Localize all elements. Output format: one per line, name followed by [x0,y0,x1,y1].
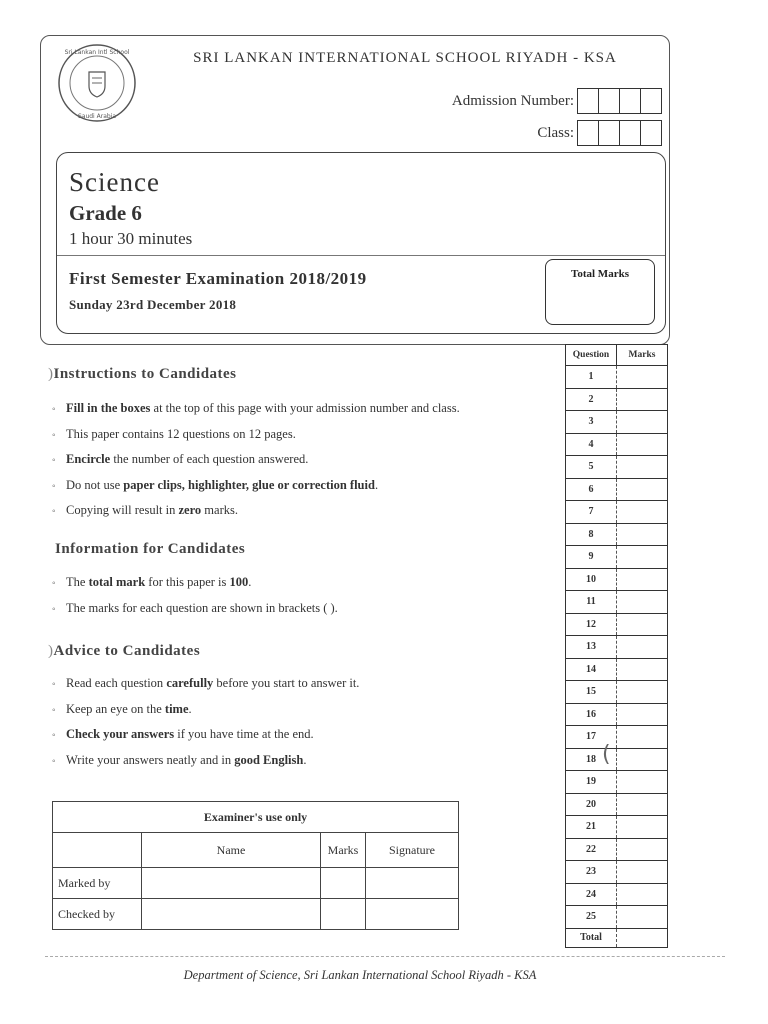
emphasis-text: carefully [166,676,214,690]
bullet-icon: ◦ [52,429,56,441]
signature-column-header: Signature [366,833,459,868]
marks-cell[interactable] [617,456,668,479]
marks-cell[interactable] [617,748,668,771]
checked-by-marks-cell[interactable] [321,899,366,930]
table-row [566,658,668,681]
question-marks-table [565,344,668,948]
table-row [566,748,668,771]
bullet-text: for this paper is [145,575,230,589]
marks-cell[interactable] [617,591,668,614]
question-number[interactable]: 21 [566,816,617,839]
school-logo [56,42,138,124]
question-number[interactable]: 15 [566,681,617,704]
question-number[interactable]: 18 [566,748,617,771]
grade-title: Grade 6 [69,201,142,225]
footer-divider [45,956,725,957]
emphasis-text: time [164,701,189,716]
subject-title: Science [69,167,160,197]
bullet-text: marks. [201,503,238,517]
table-row [566,613,668,636]
question-number[interactable]: 13 [566,636,617,659]
emphasis-text: Encircle [66,452,111,466]
question-column-header: Question [566,345,617,366]
marks-cell[interactable] [617,411,668,434]
title-divider [57,255,665,256]
bracket-mark: ) [48,366,54,382]
pen-mark: ( [602,742,611,767]
table-row [566,838,668,861]
table-row [566,793,668,816]
bullet-text: Write your answers neatly and in [66,752,235,767]
total-marks-box[interactable] [545,259,655,325]
marks-column-header: Marks [617,345,668,366]
marks-cell[interactable] [617,703,668,726]
advice-list [52,671,557,773]
examiner-table [52,801,459,930]
question-number[interactable]: 17 [566,726,617,749]
instructions-heading: )Instructions to Candidates [48,366,237,382]
bullet-text: The [66,575,89,589]
table-row [566,726,668,749]
total-label: Total [566,928,617,947]
marked-by-name-cell[interactable] [142,868,321,899]
information-list [52,570,557,621]
marks-cell[interactable] [617,613,668,636]
question-number[interactable]: 20 [566,793,617,816]
bullet-item [52,570,557,596]
marks-cell[interactable] [617,568,668,591]
admission-number-row [452,88,662,114]
marks-cell[interactable] [617,388,668,411]
question-number[interactable]: 2 [566,388,617,411]
question-number[interactable]: 25 [566,906,617,929]
question-number[interactable]: 22 [566,838,617,861]
bullet-text: . [248,575,252,589]
bullet-item [52,722,557,748]
emphasis-text: zero [178,503,202,517]
question-number[interactable]: 10 [566,568,617,591]
table-row [566,568,668,591]
marks-cell[interactable] [617,906,668,929]
bullet-text: at the top of this page with your admission number and class. [150,401,460,415]
svg-text:Sri Lankan Intl School: Sri Lankan Intl School [64,49,130,56]
question-number[interactable]: 19 [566,771,617,794]
question-number[interactable]: 7 [566,501,617,524]
marks-cell[interactable] [617,433,668,456]
bullet-item [52,697,557,723]
question-number[interactable]: 9 [566,546,617,569]
table-row [566,591,668,614]
exam-date: Sunday 23rd December 2018 [69,297,237,312]
bullet-text: before you start to answer it. [213,676,360,690]
table-row [566,478,668,501]
marks-cell[interactable] [617,546,668,569]
bullet-icon: ◦ [52,603,56,615]
question-number[interactable]: 14 [566,658,617,681]
question-number[interactable]: 11 [566,591,617,614]
table-row [566,523,668,546]
information-heading: Information for Candidates [55,541,246,557]
bullet-icon: ◦ [52,755,56,767]
advice-heading: )Advice to Candidates [48,643,201,659]
marks-cell[interactable] [617,681,668,704]
bullet-text: if you have time at the end. [174,727,314,741]
question-number[interactable]: 8 [566,523,617,546]
admission-number-label: Admission Number: [451,92,574,109]
examiner-title: Examiner's use only [53,802,459,833]
bullet-item [52,422,557,448]
bullet-text: Copying will result in [66,503,179,517]
marked-by-label: Marked by [53,868,142,899]
admission-digit-box[interactable] [598,88,620,114]
question-number[interactable]: 5 [566,456,617,479]
bullet-icon: ◦ [52,704,56,716]
bullet-text: . [374,477,379,492]
marks-cell[interactable] [617,861,668,884]
emphasis-text: total mark [88,575,146,589]
admission-digit-box[interactable] [640,88,662,114]
bullet-item [52,473,557,499]
class-boxes[interactable] [578,120,662,146]
bullet-icon: ◦ [52,480,56,492]
bullet-text: The marks for each question are shown in brackets ( ). [66,600,338,615]
marks-cell[interactable] [617,793,668,816]
class-char-box[interactable] [598,120,620,146]
bullet-item [52,498,557,524]
table-row [566,636,668,659]
question-number[interactable]: 3 [566,411,617,434]
marks-cell[interactable] [617,366,668,389]
class-label: Class: [537,124,574,141]
total-row [566,928,668,947]
table-row [566,456,668,479]
marks-cell[interactable] [617,816,668,839]
marks-cell[interactable] [617,478,668,501]
bullet-item [52,447,557,473]
bullet-icon: ◦ [52,578,56,589]
table-row [566,388,668,411]
marks-cell[interactable] [617,883,668,906]
table-row [566,816,668,839]
admission-digit-box[interactable] [577,88,599,114]
bullet-text: . [188,701,192,716]
question-number[interactable]: 1 [566,366,617,389]
table-row [566,546,668,569]
checked-by-signature-cell[interactable] [366,899,459,930]
table-row [566,906,668,929]
table-row [566,501,668,524]
bullet-text: Read each question [66,676,167,690]
marked-by-marks-cell[interactable] [321,868,366,899]
bullet-text: This paper contains 12 questions on 12 pages. [66,426,296,441]
bullet-icon: ◦ [52,455,56,466]
table-row [566,411,668,434]
bullet-icon: ◦ [52,404,56,415]
emphasis-text: Fill in the boxes [66,401,151,415]
marks-cell[interactable] [617,658,668,681]
marked-by-signature-cell[interactable] [366,868,459,899]
emphasis-text: good English [234,752,304,767]
table-row [566,861,668,884]
class-char-box[interactable] [577,120,599,146]
emphasis-text: 100 [229,575,249,589]
question-number[interactable]: 4 [566,433,617,456]
svg-text:Saudi Arabia: Saudi Arabia [77,113,117,120]
paper-title-box [56,152,666,334]
exam-name: First Semester Examination 2018/2019 [69,269,367,288]
emphasis-text: Check your answers [66,727,175,741]
marks-cell[interactable] [617,501,668,524]
school-name: SRI LANKAN INTERNATIONAL SCHOOL RIYADH - KSA [193,50,617,66]
bullet-text: the number of each question answered. [110,452,309,466]
table-row [566,366,668,389]
marks-cell[interactable] [617,838,668,861]
bullet-item [52,396,557,422]
instructions-list [52,396,557,524]
marks-cell[interactable] [617,726,668,749]
bullet-text: Do not use [66,477,124,492]
total-marks-label: Total Marks [571,268,629,280]
checked-by-label: Checked by [53,899,142,930]
question-number[interactable]: 24 [566,883,617,906]
bullet-text: . [303,752,307,767]
question-number[interactable]: 16 [566,703,617,726]
table-row [566,703,668,726]
name-column-header: Name [142,833,321,868]
marks-cell[interactable] [617,523,668,546]
total-marks-cell[interactable] [617,928,668,947]
bullet-text: Keep an eye on the [66,701,165,716]
bullet-item [52,748,557,774]
bracket-mark: ) [48,643,54,659]
bullet-icon: ◦ [52,730,56,741]
question-number[interactable]: 12 [566,613,617,636]
bullet-icon: ◦ [52,506,56,517]
footer-text: Department of Science, Sri Lankan International School Riyadh - KSA [183,968,537,982]
admission-number-boxes[interactable] [578,88,662,114]
table-row [566,433,668,456]
class-char-box[interactable] [640,120,662,146]
question-number[interactable]: 6 [566,478,617,501]
emphasis-text: paper clips, highlighter, glue or correction fluid [123,477,375,492]
duration: 1 hour 30 minutes [69,229,193,248]
checked-by-name-cell[interactable] [142,899,321,930]
marks-column-header: Marks [321,833,366,868]
question-number[interactable]: 23 [566,861,617,884]
marks-cell[interactable] [617,771,668,794]
table-row [566,771,668,794]
class-row [537,120,662,146]
admission-digit-box[interactable] [619,88,641,114]
table-row [566,883,668,906]
bullet-icon: ◦ [52,679,56,690]
blank-header-cell [53,833,142,868]
marks-cell[interactable] [617,636,668,659]
table-row [566,681,668,704]
bullet-item [52,671,557,697]
class-char-box[interactable] [619,120,641,146]
bullet-item [52,596,557,622]
